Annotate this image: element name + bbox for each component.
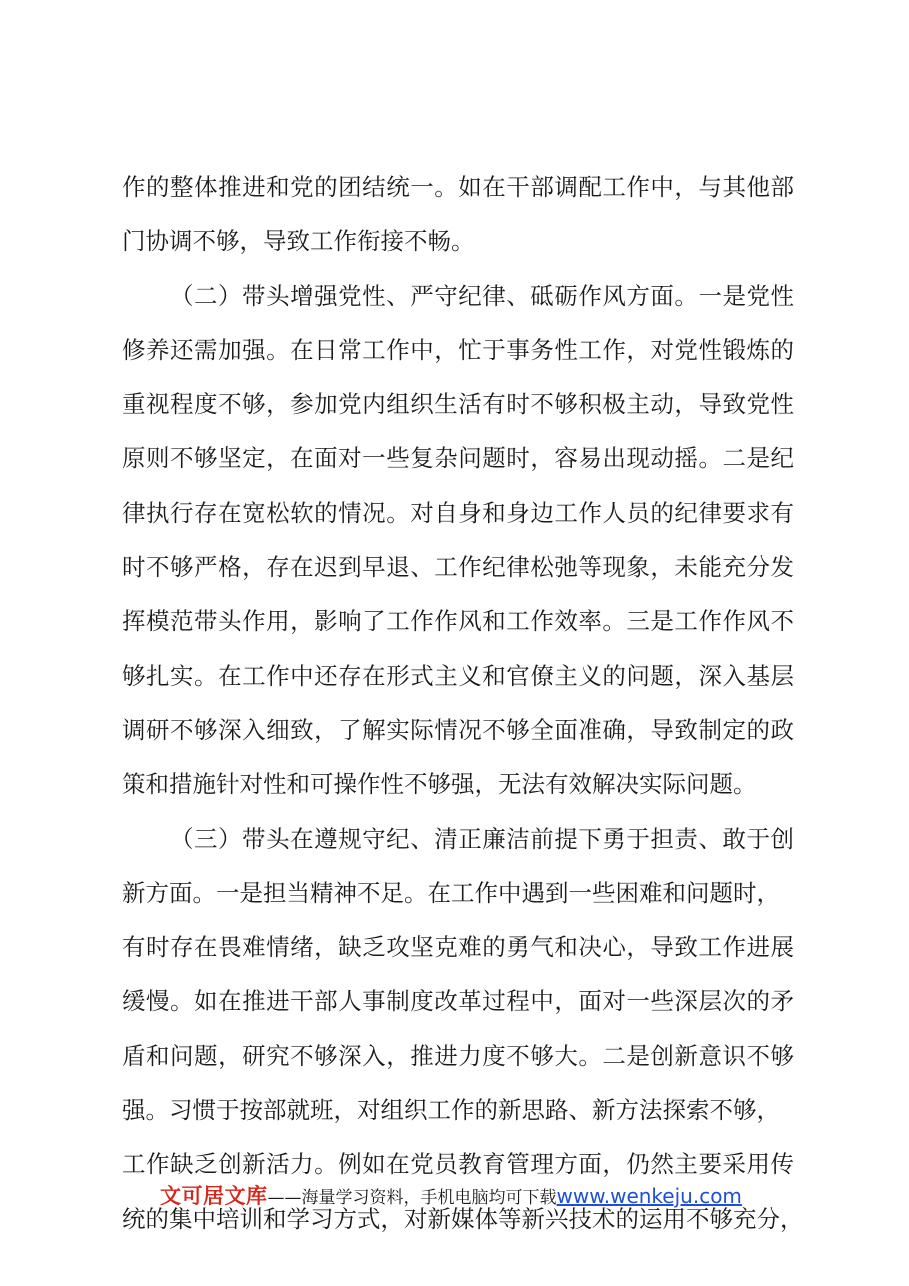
text-line: 律执行存在宽松软的情况。对自身和身边工作人员的纪律要求有 — [122, 498, 794, 527]
text-line: 强。习惯于按部就班，对组织工作的新思路、新方法探索不够， — [122, 1096, 780, 1125]
text-line: 缓慢。如在推进干部人事制度改革过程中，面对一些深层次的矛 — [122, 987, 794, 1016]
text-line: 调研不够深入细致，了解实际情况不够全面准确，导致制定的政 — [122, 715, 794, 744]
text-line: 原则不够坚定，在面对一些复杂问题时，容易出现动摇。二是纪 — [122, 444, 794, 473]
text-line: 够扎实。在工作中还存在形式主义和官僚主义的问题，深入基层 — [122, 661, 794, 690]
footer-slogan: ——海量学习资料，手机电脑均可下载 — [267, 1188, 557, 1208]
text-line: 挥模范带头作用，影响了工作作风和工作效率。三是工作作风不 — [122, 607, 794, 636]
text-line: 重视程度不够，参加党内组织生活有时不够积极主动，导致党性 — [122, 390, 794, 419]
website-link[interactable]: www.wenkeju.com — [556, 1184, 742, 1208]
text-line: 修养还需加强。在日常工作中，忙于事务性工作，对党性锻炼的 — [122, 335, 794, 364]
text-line: 作的整体推进和党的团结统一。如在干部调配工作中，与其他部 — [122, 173, 794, 201]
text-line: 门协调不够，导致工作衔接不畅。 — [122, 227, 475, 256]
text-line: 时不够严格，存在迟到早退、工作纪律松弛等现象，未能充分发 — [122, 553, 794, 582]
text-line: 盾和问题，研究不够深入，推进力度不够大。二是创新意识不够 — [122, 1041, 794, 1070]
document-body — [122, 160, 804, 1246]
section-heading-line: （二）带头增强党性、严守纪律、砥砺作风方面。一是党性 — [170, 281, 794, 310]
brand-name: 文可居文库 — [160, 1184, 268, 1208]
text-line: 统的集中培训和学习方式，对新媒体等新兴技术的运用不够充分， — [122, 1204, 804, 1233]
text-line: 策和措施针对性和可操作性不够强，无法有效解决实际问题。 — [122, 770, 757, 799]
text-line: 工作缺乏创新活力。例如在党员教育管理方面，仍然主要采用传 — [122, 1150, 794, 1179]
footer-banner — [160, 1178, 742, 1214]
text-line: 有时存在畏难情绪，缺乏攻坚克难的勇气和决心，导致工作进展 — [122, 933, 794, 962]
text-line: 新方面。一是担当精神不足。在工作中遇到一些困难和问题时， — [122, 878, 780, 907]
section-heading-line: （三）带头在遵规守纪、清正廉洁前提下勇于担责、敢于创 — [170, 824, 794, 853]
